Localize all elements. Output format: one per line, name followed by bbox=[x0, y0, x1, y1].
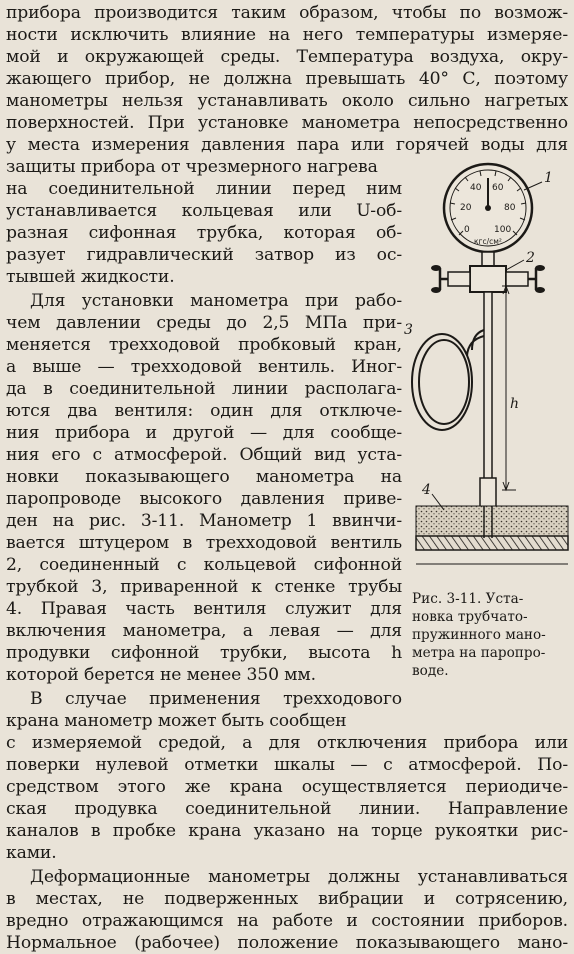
text-line: жающего прибор, не должна превышать 40° С, поэтому bbox=[6, 69, 568, 89]
dial-tick-40: 40 bbox=[470, 183, 482, 193]
text-line: Для установки манометра при рабо- bbox=[30, 291, 402, 311]
text-line: а выше — трехходовой вентиль. Иног- bbox=[6, 357, 402, 377]
caption-line: Рис. 3-11. Уста- bbox=[412, 591, 524, 607]
text-line: защиты прибора от чрезмерного нагрева bbox=[6, 157, 378, 177]
text-line: с измеряемой средой, а для отключения прибора или bbox=[6, 733, 568, 753]
label-4: 4 bbox=[422, 482, 431, 498]
text-line: 4. Правая часть вентиля служит для bbox=[6, 599, 402, 619]
text-line: трубкой 3, приваренной к стенке трубы bbox=[6, 577, 402, 597]
text-line: Нормальное (рабочее) положение показывающего мано- bbox=[6, 933, 568, 953]
dial-unit: кгс/см² bbox=[474, 237, 502, 246]
label-2-leader bbox=[506, 260, 524, 270]
caption-line: пружинного мано- bbox=[412, 627, 546, 643]
text-line: да в соединительной линии располага- bbox=[6, 379, 402, 399]
figure-3-11 bbox=[400, 160, 572, 580]
text-line: у места измерения давления пара или горячей воды для bbox=[6, 135, 568, 155]
connecting-pipe bbox=[484, 292, 492, 492]
pipe-wall bbox=[416, 536, 568, 550]
text-line: поверки нулевой отметки шкалы — с атмосферой. По- bbox=[6, 755, 568, 775]
caption-line: метра на паропро- bbox=[412, 645, 546, 661]
text-line: манометры нельзя устанавливать около сильно нагретых bbox=[6, 91, 568, 111]
manometer-installation-drawing bbox=[400, 160, 572, 580]
text-line: тывшей жидкости. bbox=[6, 267, 175, 287]
text-line: которой берется не менее 350 мм. bbox=[6, 665, 316, 685]
text-line: прибора производится таким образом, чтобы по возмож- bbox=[6, 3, 568, 23]
text-line: поверхностей. При установке манометра непосредственно bbox=[6, 113, 568, 133]
dial-tick-80: 80 bbox=[504, 203, 516, 213]
text-line: разная сифонная трубка, которая об- bbox=[6, 223, 402, 243]
three-way-valve bbox=[470, 266, 506, 292]
label-2: 2 bbox=[526, 250, 535, 266]
text-line: меняется трехходовой пробковый кран, bbox=[6, 335, 402, 355]
label-3: 3 bbox=[404, 322, 413, 338]
dial-tick-20: 20 bbox=[460, 203, 472, 213]
text-line: В случае применения трехходового bbox=[30, 689, 402, 709]
text-line: крана манометр может быть сообщен bbox=[6, 711, 347, 731]
gauge-neck bbox=[482, 252, 494, 266]
text-line: вредно отражающимся на работе и состоянии приборов. bbox=[6, 911, 568, 931]
figure-caption bbox=[412, 590, 570, 680]
label-h: h bbox=[510, 396, 520, 412]
text-line: новки показывающего манометра на bbox=[6, 467, 402, 487]
text-line: включения манометра, а левая — для bbox=[6, 621, 402, 641]
needle-hub bbox=[485, 205, 491, 211]
text-line: мой и окружающей среды. Температура воздуха, окру- bbox=[6, 47, 568, 67]
text-line: вается штуцером в трехходовой вентиль bbox=[6, 533, 402, 553]
dial-tick-60: 60 bbox=[492, 183, 504, 193]
caption-line: новка трубчато- bbox=[412, 609, 528, 625]
text-line: паропроводе высокого давления приве- bbox=[6, 489, 402, 509]
siphon-coil bbox=[412, 330, 484, 430]
text-line: ния его с атмосферой. Общий вид уста- bbox=[6, 445, 402, 465]
valve-right-arm bbox=[506, 272, 528, 286]
text-line: ности исключить влияние на него температуры измеряе- bbox=[6, 25, 568, 45]
text-line: чем давлении среды до 2,5 МПа при- bbox=[6, 313, 402, 333]
label-1: 1 bbox=[544, 170, 553, 186]
text-line: Деформационные манометры должны устанавливаться bbox=[30, 867, 568, 887]
caption-line: воде. bbox=[412, 663, 449, 679]
text-line: на соединительной линии перед ним bbox=[6, 179, 402, 199]
text-line: 2, соединенный с кольцевой сифонной bbox=[6, 555, 402, 575]
text-line: продувки сифонной трубки, высота h bbox=[6, 643, 402, 663]
valve-left-arm bbox=[448, 272, 470, 286]
weld-boss bbox=[480, 478, 496, 510]
text-line: в местах, не подверженных вибрации и сотрясению, bbox=[6, 889, 568, 909]
text-line: средством этого же крана осуществляется периодиче- bbox=[6, 777, 568, 797]
text-line: устанавливается кольцевая или U-об- bbox=[6, 201, 402, 221]
text-line: ния прибора и другой — для сообще- bbox=[6, 423, 402, 443]
text-line: ются два вентиля: один для отключе- bbox=[6, 401, 402, 421]
text-line: разует гидравлический затвор из ос- bbox=[6, 245, 402, 265]
dial-tick-0: 0 bbox=[464, 225, 470, 235]
text-line: каналов в пробке крана указано на торце рукоятки рис- bbox=[6, 821, 568, 841]
text-line: ками. bbox=[6, 843, 57, 863]
dial-tick-100: 100 bbox=[494, 225, 512, 235]
dimension-h bbox=[502, 286, 516, 490]
text-line: ден на рис. 3-11. Манометр 1 ввинчи- bbox=[6, 511, 402, 531]
text-line: ская продувка соединительной линии. Направление bbox=[6, 799, 568, 819]
